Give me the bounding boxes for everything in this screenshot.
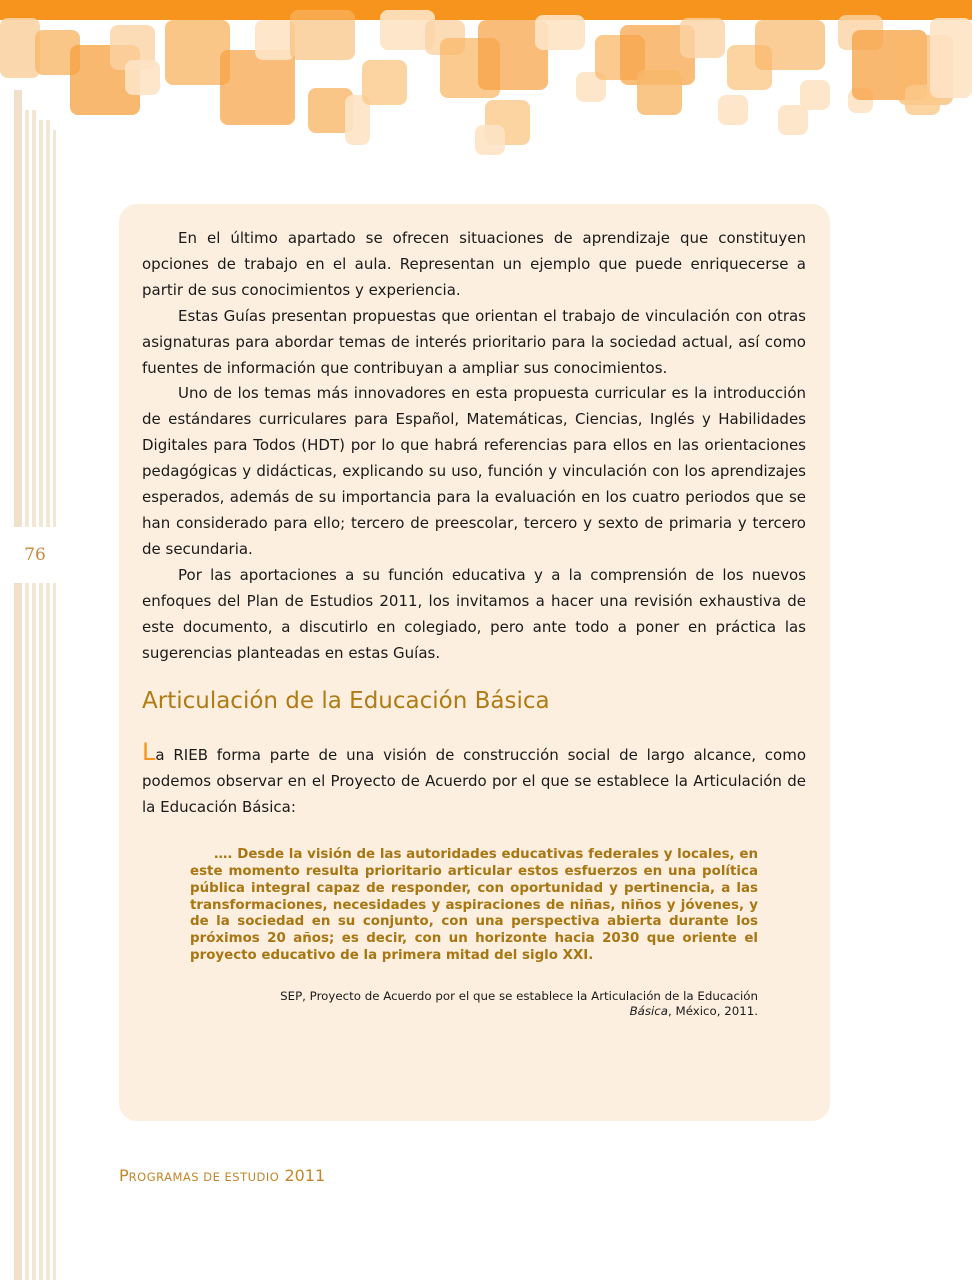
quote-text: Desde la visión de las autoridades educativas federales y locales, en este momento resulta prioritario articular estos esfuerzos en una política pública integral capaz de responder, con oportunidad y pertinencia, a las transformaciones, necesidades y aspiraciones de niñas, niños y jóvenes, y de la sociedad en su conjunto, con una perspectiva abierta durante los próximos 20 años; es decir, con un horizonte hacia 2030 que oriente el proyecto educativo de la primera mitad del siglo XXI.: [190, 847, 758, 963]
paragraph-1: En el último apartado se ofrecen situaciones de aprendizaje que constituyen opciones de trabajo en el aula. Representan un ejemplo que puede enriquecerse a partir de sus conocimientos y experiencia.: [142, 229, 806, 299]
decorative-square: [637, 70, 682, 115]
decorative-square: [125, 60, 160, 95]
lead-text: a RIEB forma parte de una visión de construcción social de largo alcance, como podemos observar en el Proyecto de Acuerdo por el que se establece la Articulación de la Educación Básica:: [142, 746, 806, 817]
decorative-square: [930, 18, 972, 98]
quote-ellipsis: ….: [214, 847, 233, 863]
decorative-square: [680, 18, 725, 58]
citation-tail: , México, 2011.: [668, 1003, 758, 1018]
block-quote: [190, 847, 758, 965]
footer-title-rest: ROGRAMAS DE ESTUDIO: [128, 1170, 280, 1184]
footer-title-initial: P: [119, 1166, 129, 1185]
drop-cap: L: [142, 738, 156, 767]
section-lead-paragraph: [142, 738, 806, 821]
decorative-square: [778, 105, 808, 135]
page-footer: [119, 1166, 325, 1185]
decorative-square: [718, 95, 748, 125]
main-content: [142, 226, 806, 1019]
paragraph-4: Por las aportaciones a su función educativa y a la comprensión de los nuevos enfoques del Plan de Estudios 2011, los invitamos a hacer una revisión exhaustiva de este documento, a discutirlo en colegiado, pero ante todo a poner en práctica las sugerencias planteadas en estas Guías.: [142, 565, 806, 662]
citation-italic: Básica: [629, 1003, 669, 1018]
decorative-square: [290, 10, 355, 60]
paragraph-2: Estas Guías presentan propuestas que orientan el trabajo de vinculación con otras asignaturas para abordar temas de interés prioritario para la sociedad actual, así como fuentes de información que contribuyan a ampliar sus conocimientos.: [142, 306, 806, 377]
quote-citation: [190, 989, 758, 1019]
section-heading: Articulación de la Educación Básica: [142, 688, 550, 715]
page-number: 76: [14, 527, 56, 583]
decorative-squares-banner: [0, 0, 972, 170]
decorative-square: [800, 80, 830, 110]
decorative-square: [755, 20, 825, 70]
left-margin-stripes: [0, 0, 60, 1280]
decorative-square: [255, 20, 295, 60]
decorative-square: [220, 50, 295, 125]
citation-main: SEP, Proyecto de Acuerdo por el que se establece la Articulación de la Educación: [280, 988, 758, 1003]
footer-year: 2011: [284, 1166, 326, 1185]
decorative-square: [475, 125, 505, 155]
decorative-square: [362, 60, 407, 105]
decorative-square: [535, 15, 585, 50]
paragraph-3: Uno de los temas más innovadores en esta propuesta curricular es la introducción de estándares curriculares para Español, Matemáticas, Ciencias, Inglés y Habilidades Digitales para Todos (HDT) por lo que habrá referencias para ellos en las orientaciones pedagógicas y didácticas, explicando su uso, función y vinculación con los aprendizajes esperados, además de su importancia para la evaluación en los cuatro periodos que se han considerado para ello; tercero de preescolar, tercero y sexto de primaria y tercero de secundaria.: [142, 384, 806, 558]
